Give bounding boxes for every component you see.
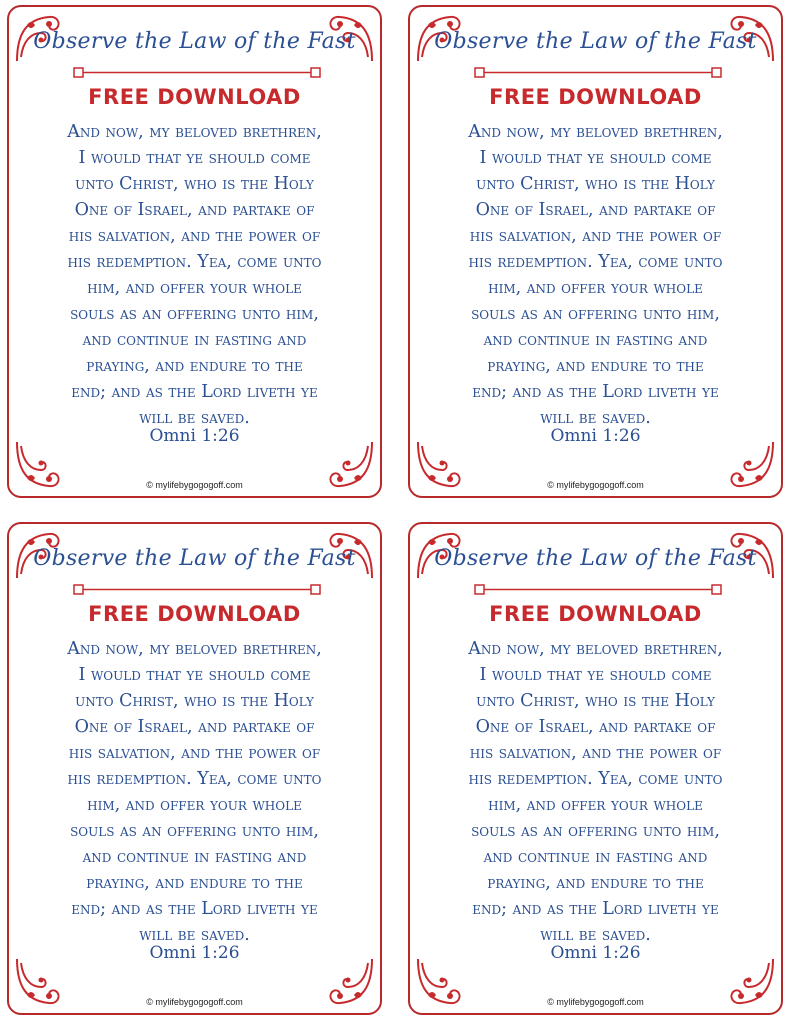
card-title: Observe the Law of the Fast	[434, 29, 757, 54]
free-download-banner: FREE DOWNLOAD	[489, 85, 702, 109]
copyright-text: © mylifebygogogoff.com	[547, 480, 644, 490]
copyright-text: © mylifebygogogoff.com	[146, 480, 243, 490]
scripture-verse: And now, my beloved brethren, I would that ye should come unto Christ, who is the Holy One of Israel, and partake of his salvation, and the power of his redemption. Yea, come unto him, and offer your whole souls as an offering unto him, and continue in fasting and praying, and endure to the end; and as the Lord liveth ye will be saved.	[67, 639, 322, 945]
free-download-banner: FREE DOWNLOAD	[88, 602, 301, 626]
scripture-verse: And now, my beloved brethren, I would that ye should come unto Christ, who is the Holy One of Israel, and partake of his salvation, and the power of his redemption. Yea, come unto him, and offer your whole souls as an offering unto him, and continue in fasting and praying, and endure to the end; and as the Lord liveth ye will be saved.	[67, 122, 322, 428]
printable-card	[7, 522, 382, 1015]
printable-card	[408, 522, 783, 1015]
card-title: Observe the Law of the Fast	[33, 546, 356, 571]
scripture-reference: Omni 1:26	[149, 426, 240, 446]
free-download-banner: FREE DOWNLOAD	[489, 602, 702, 626]
scripture-reference: Omni 1:26	[550, 943, 641, 963]
card-title: Observe the Law of the Fast	[33, 29, 356, 54]
copyright-text: © mylifebygogogoff.com	[146, 997, 243, 1007]
card-title: Observe the Law of the Fast	[434, 546, 757, 571]
line-divider-icon	[72, 582, 322, 598]
free-download-banner: FREE DOWNLOAD	[88, 85, 301, 109]
scripture-reference: Omni 1:26	[149, 943, 240, 963]
scripture-reference: Omni 1:26	[550, 426, 641, 446]
printable-card	[408, 5, 783, 498]
line-divider-icon	[72, 65, 322, 81]
scripture-verse: And now, my beloved brethren, I would that ye should come unto Christ, who is the Holy One of Israel, and partake of his salvation, and the power of his redemption. Yea, come unto him, and offer your whole souls as an offering unto him, and continue in fasting and praying, and endure to the end; and as the Lord liveth ye will be saved.	[468, 639, 723, 945]
line-divider-icon	[473, 582, 723, 598]
printable-card	[7, 5, 382, 498]
copyright-text: © mylifebygogogoff.com	[547, 997, 644, 1007]
scripture-verse: And now, my beloved brethren, I would that ye should come unto Christ, who is the Holy One of Israel, and partake of his salvation, and the power of his redemption. Yea, come unto him, and offer your whole souls as an offering unto him, and continue in fasting and praying, and endure to the end; and as the Lord liveth ye will be saved.	[468, 122, 723, 428]
line-divider-icon	[473, 65, 723, 81]
